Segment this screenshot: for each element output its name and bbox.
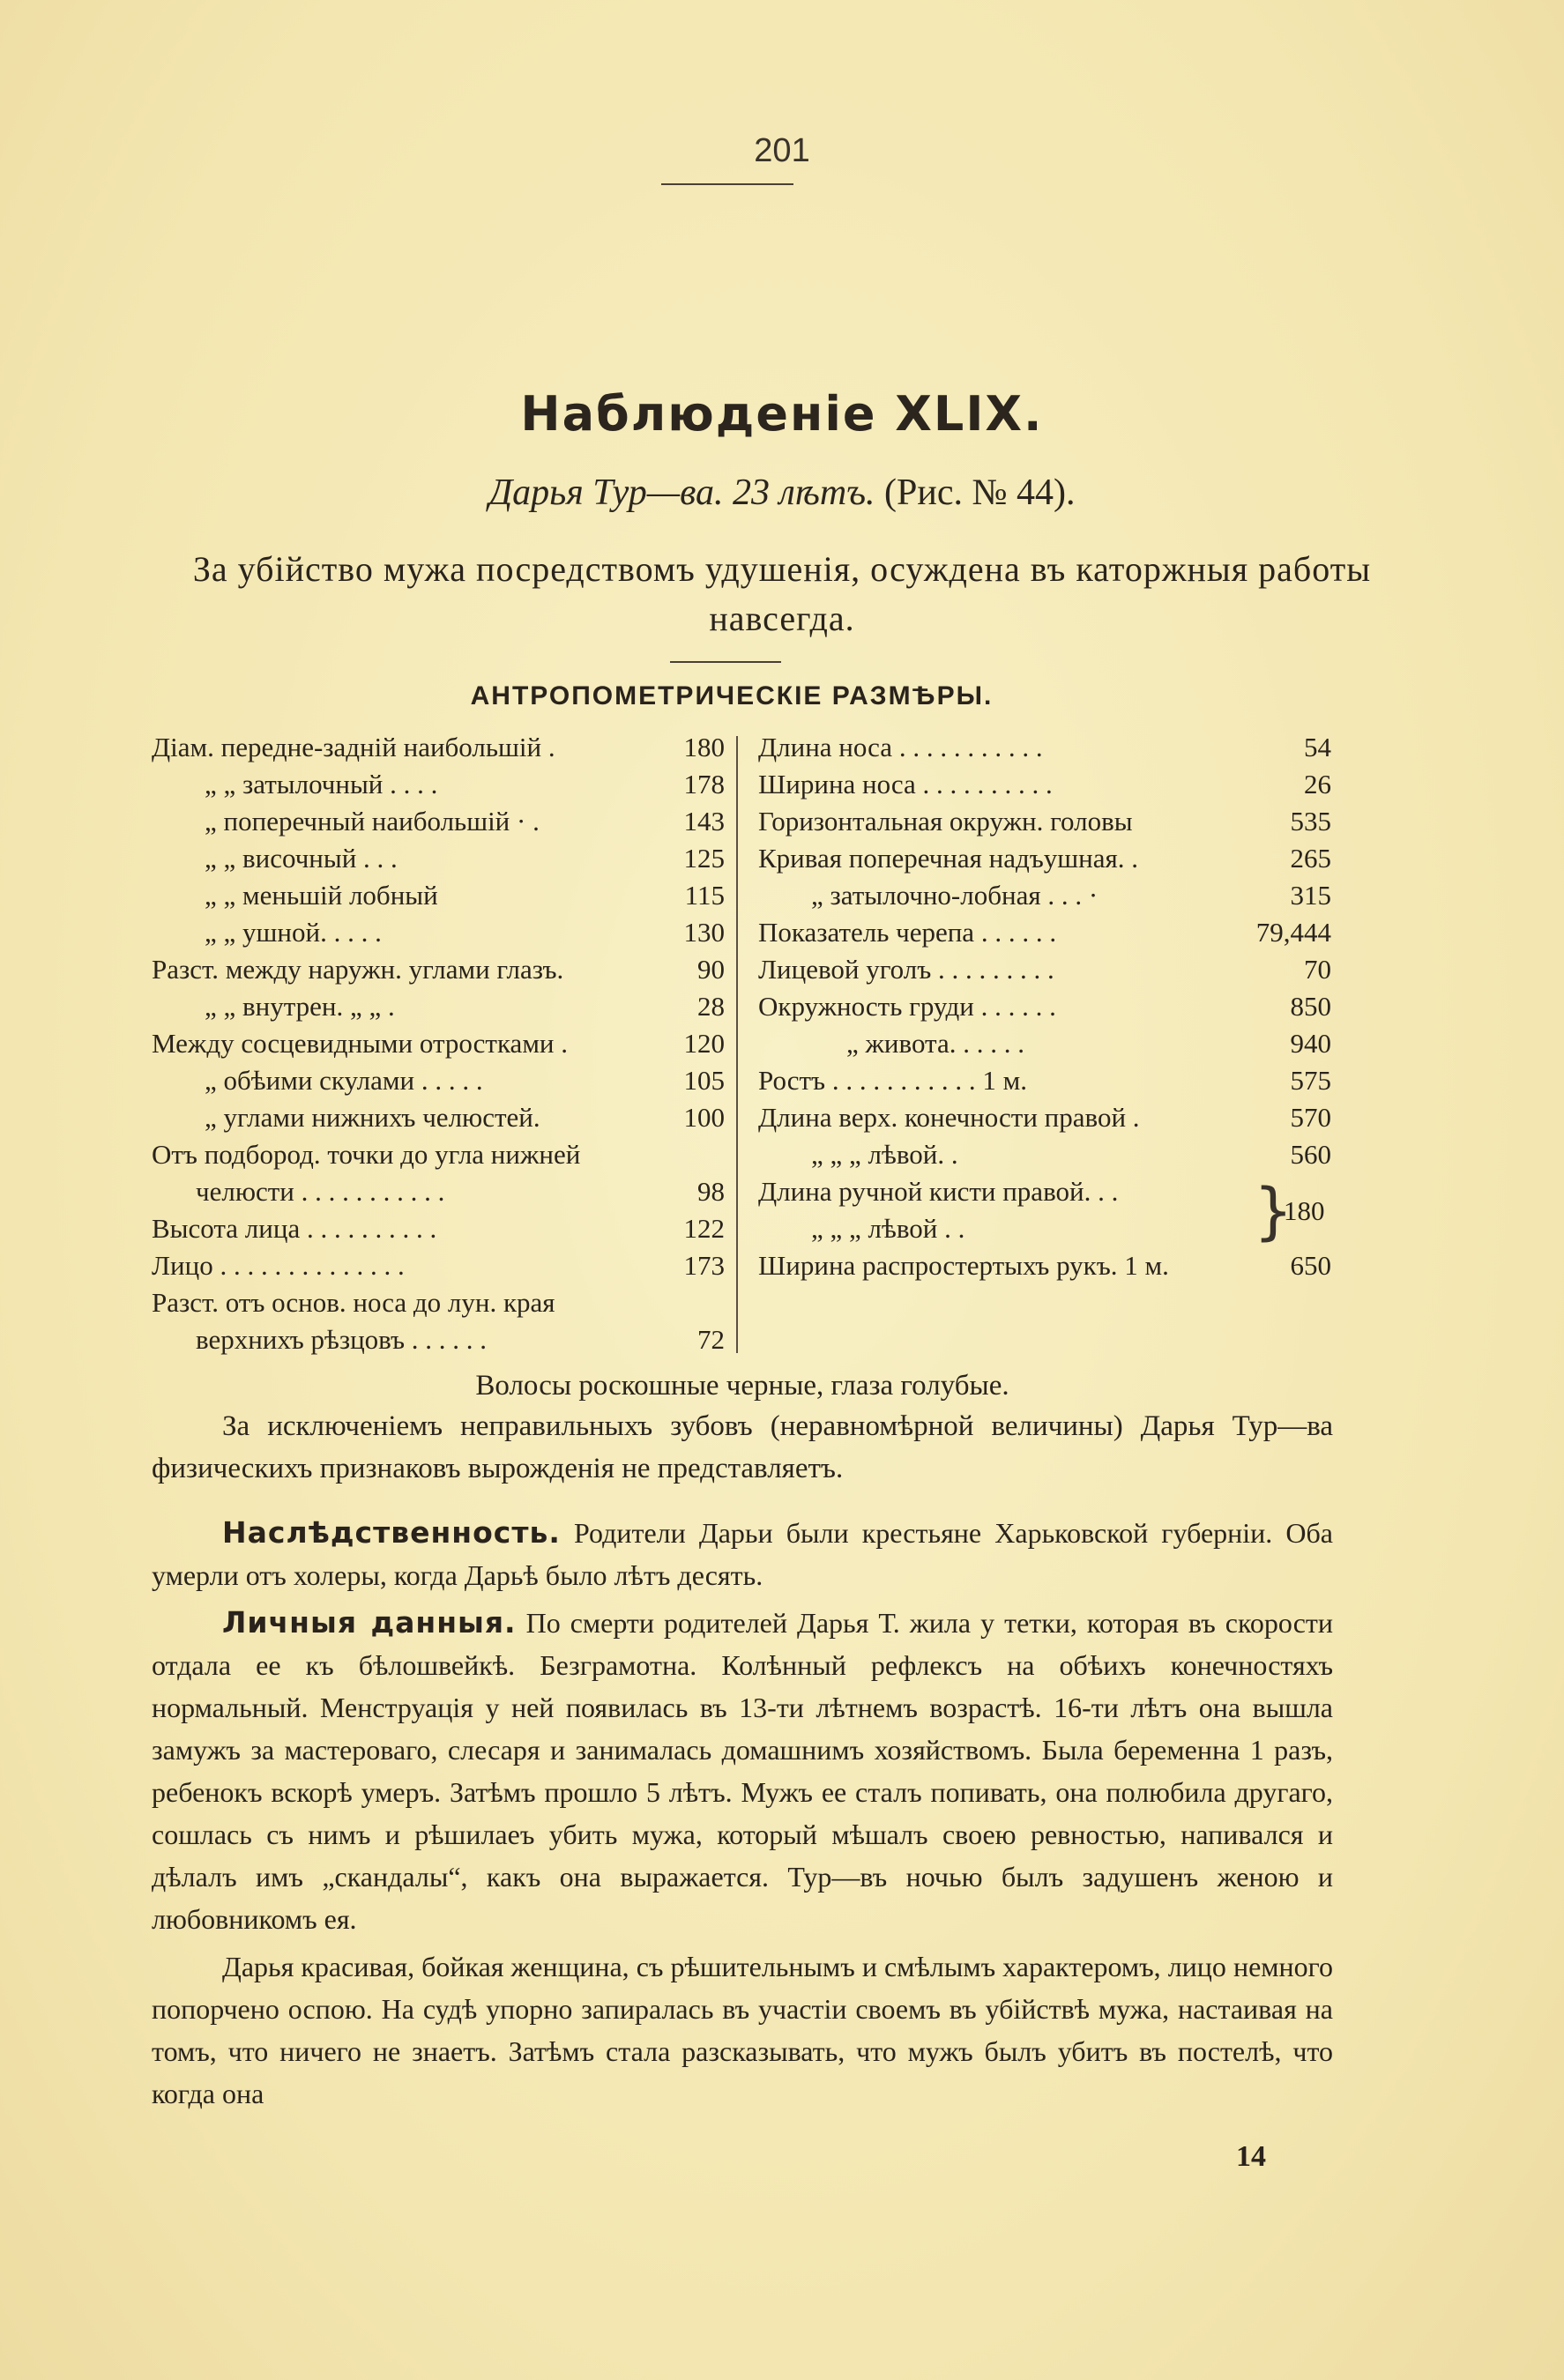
measurement-row: Длина верх. конечности правой . 570 bbox=[758, 1102, 1331, 1133]
character-paragraph: Дарья красивая, бойкая женщина, съ рѣшительнымъ и смѣлымъ характеромъ, лицо немного попорчено оспою. На судѣ упорно запиралась въ участіи своемъ въ убійствѣ мужа, настаивая на томъ, что ничего не знаетъ. Затѣмъ стала разсказывать, что мужъ былъ убитъ въ постелѣ, что когда она bbox=[152, 1951, 1333, 2109]
measurement-row: „ обѣими скулами . . . . . 105 bbox=[205, 1065, 725, 1096]
measurement-row: Ростъ . . . . . . . . . . . 1 м. 575 bbox=[758, 1065, 1331, 1096]
measurement-row: Между сосцевидными отростками . 120 bbox=[152, 1028, 725, 1059]
degeneration-note: За исключеніемъ неправильныхъ зубовъ (неравномѣрной величины) Дарья Тур—ва физическихъ признаковъ вырожденія не представляетъ. bbox=[152, 1410, 1333, 1484]
page-number-rule bbox=[661, 183, 793, 185]
measurement-row: Кривая поперечная надъушная. . 265 bbox=[758, 843, 1331, 874]
section-heading: АНТРОПОМЕТРИЧЕСКІЕ РАЗМѢРЫ. bbox=[470, 681, 994, 710]
measurement-row: Діам. передне-задній наибольшій . 180 bbox=[152, 732, 725, 762]
measurement-row: Показатель черепа . . . . . . 79,444 bbox=[758, 917, 1331, 948]
subject-line bbox=[0, 472, 1564, 514]
measurement-row: Лицевой уголъ . . . . . . . . . 70 bbox=[758, 954, 1331, 985]
measurement-row: Разст. отъ основ. носа до лун. края верхнихъ рѣзцовъ . . . . . . 72 bbox=[152, 1287, 725, 1355]
measurement-row: „ затылочно-лобная . . . · 315 bbox=[811, 880, 1331, 911]
personal-data-heading: Личныя данныя. bbox=[222, 1605, 517, 1640]
page-number: 201 bbox=[754, 132, 810, 169]
verdict-text: За убійство мужа посредствомъ удушенія, осуждена въ каторжныя работы навсегда. bbox=[192, 549, 1372, 638]
figure-reference: (Рис. № 44). bbox=[884, 472, 1076, 513]
column-divider bbox=[736, 736, 738, 1353]
personal-data-paragraph: Личныя данныя. По смерти родителей Дарья Т. жила у тетки, которая въ скорости отдала ее къ бѣлошвейкѣ. Безграмотна. Колѣнный рефлексъ на обѣихъ конечностяхъ нормальный. Менструація у ней появилась въ 13-ти лѣтнемъ возрастѣ. 16-ти лѣтъ она вышла замужъ за мастероваго, слесаря и занималась домашнимъ хозяйствомъ. Была беременна 1 разъ, ребенокъ вскорѣ умеръ. Затѣмъ прошло 5 лѣтъ. Мужъ ее сталъ попивать, она полюбила другаго, сошлась съ нимъ и рѣшилаеъ убить мужа, который мѣшалъ своею ревностью, напивался и дѣлалъ имъ „скандалы“, какъ она выражается. Тур—въ ночью былъ задушенъ женою и любовникомъ ея. bbox=[152, 1605, 1334, 1935]
measurement-row: „ „ ушной. . . . . 130 bbox=[205, 917, 725, 948]
measurement-row: „ „ височный . . . 125 bbox=[205, 843, 725, 874]
measurements-left-column bbox=[152, 732, 725, 1361]
case-history bbox=[152, 1512, 1333, 2120]
measurements-right-column bbox=[758, 732, 1331, 1287]
measurement-row: Разст. между наружн. углами глазъ. 90 bbox=[152, 954, 725, 985]
measurement-row: „ поперечный наибольшій · . 143 bbox=[205, 806, 725, 837]
measurement-row: Горизонтальная окружн. головы 535 bbox=[758, 806, 1331, 837]
measurement-row: Окружность груди . . . . . . 850 bbox=[758, 991, 1331, 1022]
observation-title: Наблюденіе XLIX. bbox=[520, 386, 1044, 442]
heredity-paragraph: Наслѣдственность. Родители Дарьи были крестьяне Харьковской губерніи. Оба умерли отъ холеры, когда Дарьѣ было лѣтъ десять. bbox=[152, 1515, 1334, 1591]
measurement-row: Лицо . . . . . . . . . . . . . . 173 bbox=[152, 1250, 725, 1281]
brace-mark: } bbox=[1254, 1175, 1293, 1247]
measurement-row: Высота лица . . . . . . . . . . 122 bbox=[152, 1213, 725, 1244]
measurement-row: Отъ подбород. точки до угла нижней челюсти . . . . . . . . . . . 98 bbox=[152, 1139, 725, 1207]
measurement-row: Ширина носа . . . . . . . . . . 26 bbox=[758, 769, 1331, 800]
signature-mark: 14 bbox=[1236, 2140, 1266, 2173]
measurement-row: „ „ затылочный . . . . 178 bbox=[205, 769, 725, 800]
hand-length-rows: Длина ручной кисти правой. . . „ „ „ лѣвой . . } 180 bbox=[758, 1175, 1325, 1247]
measurement-row: „ „ меньшій лобный 115 bbox=[205, 880, 725, 911]
measurement-row: „ живота. . . . . . 940 bbox=[846, 1028, 1331, 1059]
measurement-row: Длина носа . . . . . . . . . . . 54 bbox=[758, 732, 1331, 762]
subject-name: Дарья Тур—ва. 23 лѣтъ. bbox=[488, 472, 875, 513]
measurement-row: „ углами нижнихъ челюстей. 100 bbox=[205, 1102, 725, 1133]
heredity-heading: Наслѣдственность. bbox=[222, 1515, 561, 1550]
hair-eyes-note: Волосы роскошные черные, глаза голубые. bbox=[475, 1370, 1009, 1402]
measurement-row: Ширина распростертыхъ рукъ. 1 м. 650 bbox=[758, 1250, 1331, 1281]
measurement-row: „ „ внутрен. „ „ . 28 bbox=[205, 991, 725, 1022]
measurement-row: „ „ „ лѣвой. . 560 bbox=[811, 1139, 1331, 1170]
section-rule bbox=[670, 661, 781, 663]
